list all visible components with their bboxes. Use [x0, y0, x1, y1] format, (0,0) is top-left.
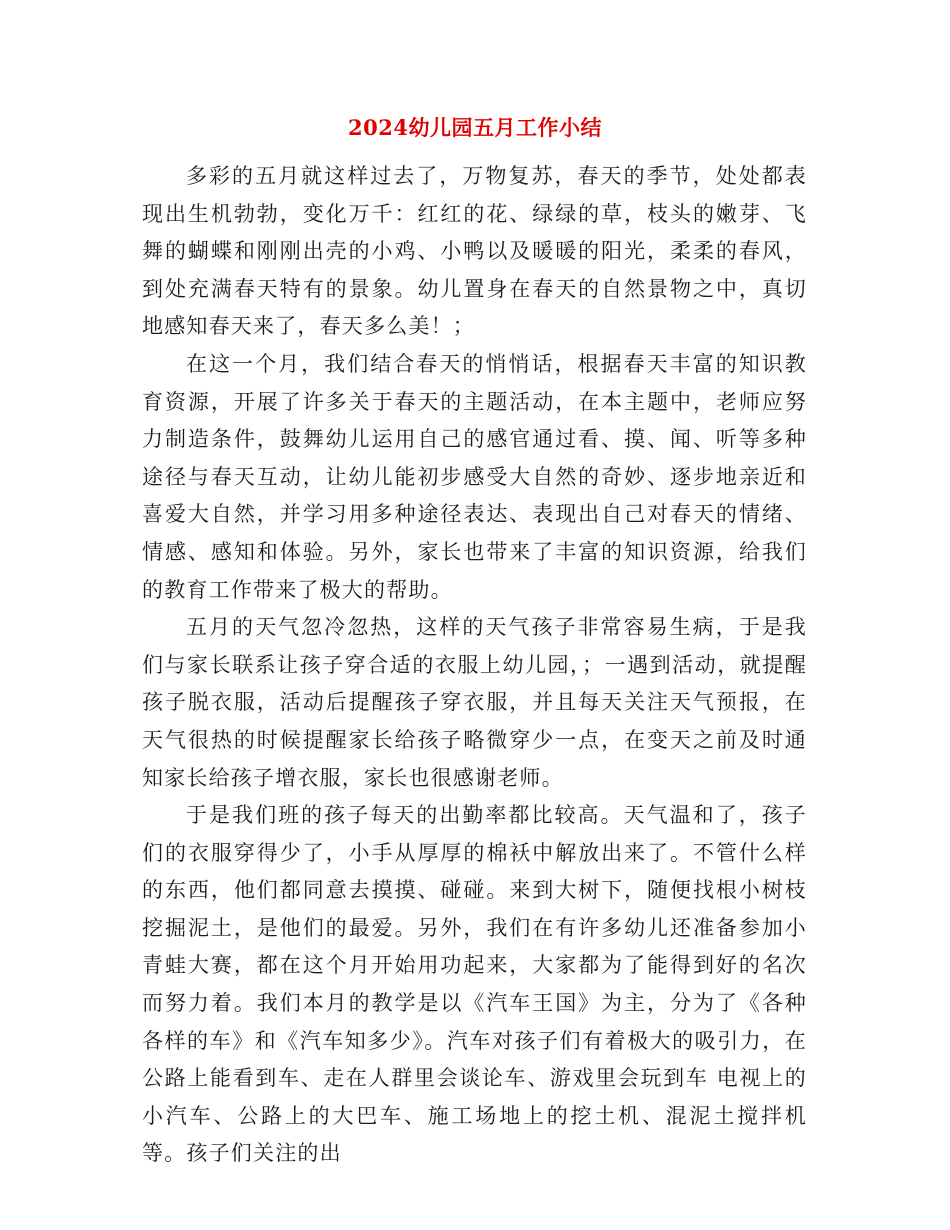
paragraph-1: 多彩的五月就这样过去了，万物复苏，春天的季节，处处都表现出生机勃勃，变化万千：红红的花、绿绿的草，枝头的嫩芽、飞舞的蝴蝶和刚刚出壳的小鸡、小鸭以及暖暖的阳光，柔柔的春风，到处充满春天特有的景象。幼儿置身在春天的自然景物之中，真切地感知春天来了，春天多么美！； [142, 164, 807, 339]
paragraph-4: 于是我们班的孩子每天的出勤率都比较高。天气温和了，孩子们的衣服穿得少了，小手从厚厚的棉袄中解放出来了。不管什么样的东西，他们都同意去摸摸、碰碰。来到大树下，随便找根小树枝挖掘泥土，是他们的最爱。另外，我们在有许多幼儿还准备参加小青蛙大赛，都在这个月开始用功起来，大家都为了能得到好的名次而努力着。我们本月的教学是以《汽车王国》为主，分为了《各种各样的车》和《汽车知多少》。汽车对孩子们有着极大的吸引力，在公路上能看到车、走在人群里会谈论车、游戏里会玩到车 电视上的小汽车、公路上的大巴车、施工场地上的挖土机、混泥土搅拌机等。孩子们关注的出 [142, 803, 807, 1166]
document-body [142, 158, 807, 1173]
document-title: 2024幼儿园五月工作小结 [348, 115, 602, 140]
paragraph-3: 五月的天气忽冷忽热，这样的天气孩子非常容易生病，于是我们与家长联系让孩子穿合适的衣服上幼儿园，；一遇到活动，就提醒孩子脱衣服，活动后提醒孩子穿衣服，并且每天关注天气预报，在天气很热的时候提醒家长给孩子略微穿少一点，在变天之前及时通知家长给孩子增衣服，家长也很感谢老师。 [142, 615, 807, 790]
paragraph-2: 在这一个月，我们结合春天的悄悄话，根据春天丰富的知识教育资源，开展了许多关于春天的主题活动，在本主题中，老师应努力制造条件，鼓舞幼儿运用自己的感官通过看、摸、闻、听等多种途径与春天互动，让幼儿能初步感受大自然的奇妙、逐步地亲近和喜爱大自然，并学习用多种途径表达、表现出自己对春天的情绪、情感、感知和体验。另外，家长也带来了丰富的知识资源，给我们的教育工作带来了极大的帮助。 [142, 351, 807, 602]
